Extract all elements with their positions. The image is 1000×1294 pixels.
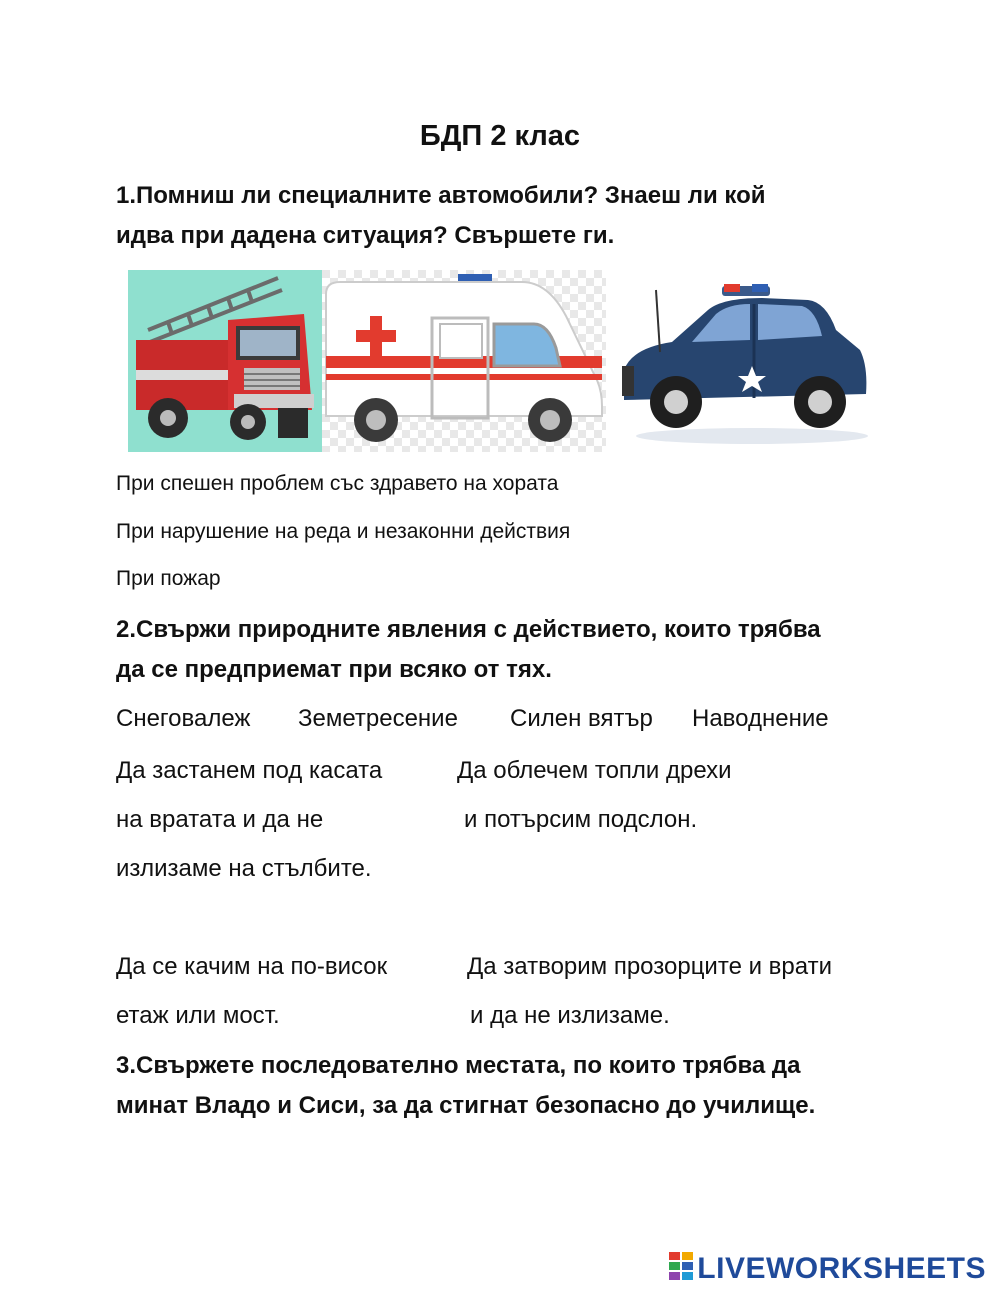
phenomenon-3: Силен вятър — [510, 705, 653, 732]
action-3-line-2: етаж или мост. — [116, 1002, 280, 1029]
question-2-line-1: 2.Свържи природните явления с действието, които трябва — [116, 616, 821, 643]
situation-2: При нарушение на реда и незаконни действия — [116, 520, 571, 543]
action-1-line-1: Да застанем под касата — [116, 757, 383, 784]
ambulance-icon — [322, 270, 606, 452]
action-2-line-2: и потърсим подслон. — [464, 806, 698, 833]
liveworksheets-logo — [669, 1252, 986, 1288]
phenomenon-2: Земетресение — [298, 705, 458, 732]
logo-text: LIVEWORKSHEETS — [697, 1252, 986, 1285]
question-3-line-2: минат Владо и Сиси, за да стигнат безопасно до училище. — [116, 1092, 816, 1119]
situation-1: При спешен проблем със здравето на хората — [116, 472, 559, 495]
action-4-line-2: и да не излизаме. — [470, 1002, 670, 1029]
situation-3: При пожар — [116, 567, 221, 590]
action-2-line-1: Да облечем топли дрехи — [457, 757, 732, 784]
logo-blocks-icon — [669, 1252, 693, 1288]
question-1-line-1: 1.Помниш ли специалните автомобили? Знаеш ли кой — [116, 182, 766, 209]
page-title: БДП 2 клас — [419, 120, 581, 152]
action-3-line-1: Да се качим на по-висок — [116, 953, 388, 980]
phenomenon-1: Снеговалеж — [116, 705, 251, 732]
action-1-line-2: на вратата и да не — [116, 806, 324, 833]
phenomenon-4: Наводнение — [692, 705, 829, 732]
question-1-line-2: идва при дадена ситуация? Свършете ги. — [116, 222, 615, 249]
fire-truck-icon — [128, 270, 322, 452]
action-1-line-3: излизаме на стълбите. — [116, 855, 372, 882]
question-3-line-1: 3.Свържете последователно местата, по които трябва да — [116, 1052, 801, 1079]
action-4-line-1: Да затворим прозорците и врати — [467, 953, 832, 980]
question-2-line-2: да се предприемат при всяко от тях. — [116, 656, 552, 683]
police-car-icon — [612, 270, 870, 452]
